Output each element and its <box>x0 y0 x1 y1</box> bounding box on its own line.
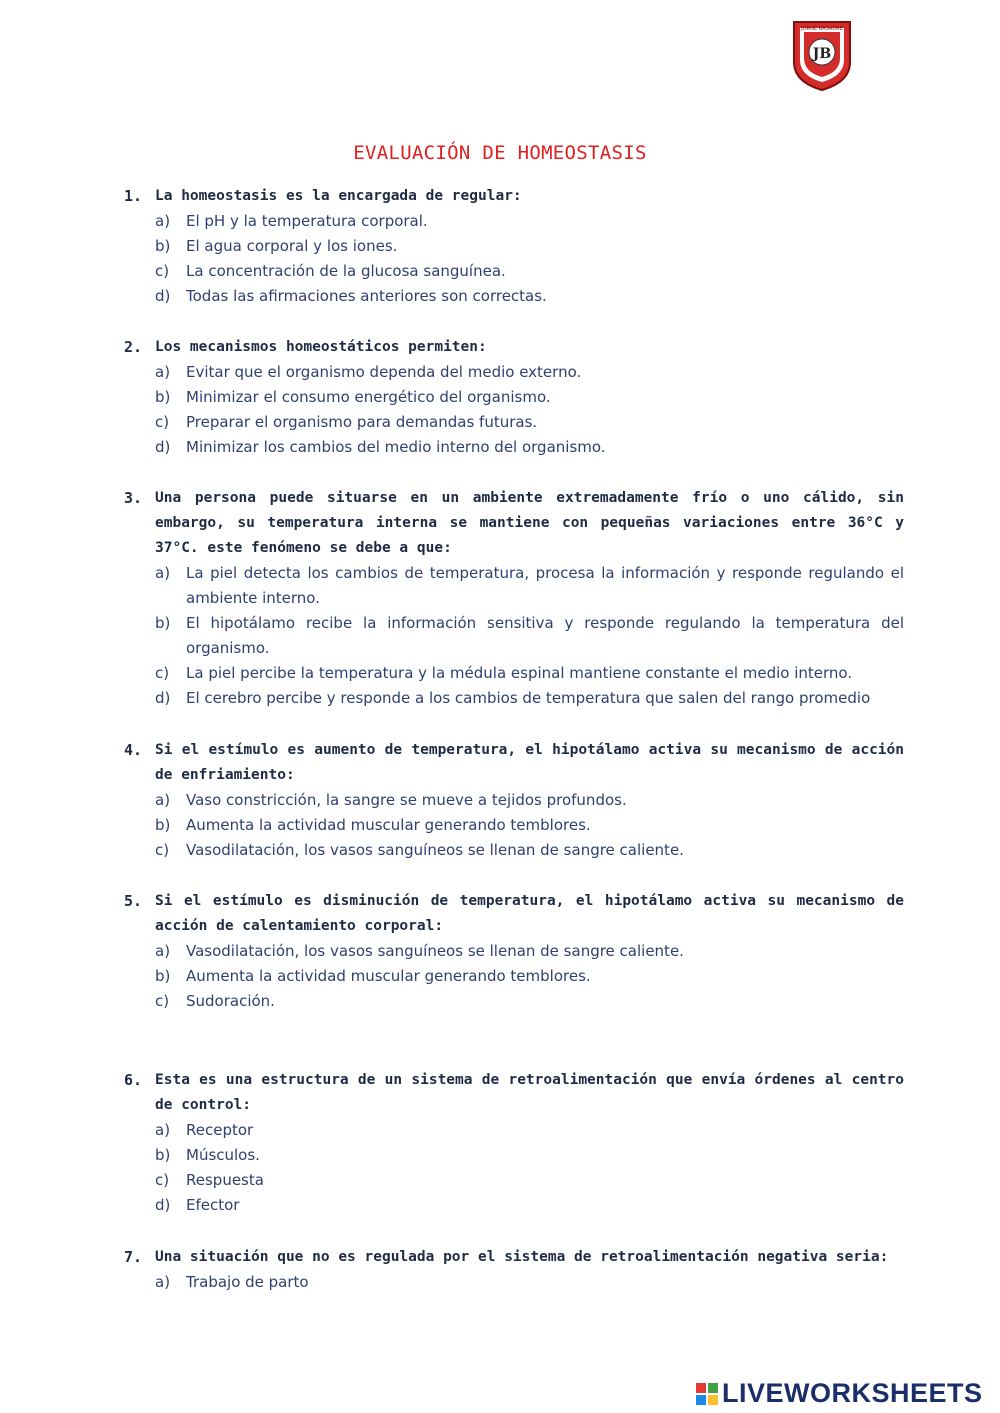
liveworksheets-icon <box>696 1383 718 1405</box>
answer-option[interactable] <box>155 435 904 460</box>
option-letter: c) <box>155 1171 170 1189</box>
answer-option[interactable] <box>155 788 904 813</box>
option-text: Todas las afirmaciones anteriores son correctas. <box>186 287 547 305</box>
question-number: 2. <box>124 338 143 356</box>
answer-option[interactable] <box>155 284 904 309</box>
logo-arc-text: JORGE BASADRE <box>801 26 843 32</box>
option-text: La piel detecta los cambios de temperatura, procesa la información y responde regulando el ambiente interno. <box>186 564 904 607</box>
question-2 <box>124 335 904 460</box>
option-text: Efector <box>186 1196 240 1214</box>
option-letter: c) <box>155 664 170 682</box>
option-letter: a) <box>155 1273 171 1291</box>
answer-option[interactable] <box>155 1270 904 1295</box>
question-header <box>124 1245 904 1270</box>
option-letter: a) <box>155 791 171 809</box>
question-number: 4. <box>124 741 143 759</box>
option-text: El pH y la temperatura corporal. <box>186 212 428 230</box>
option-text: Vasodilatación, los vasos sanguíneos se llenan de sangre caliente. <box>186 942 684 960</box>
question-text: Si el estímulo es disminución de temperatura, el hipotálamo activa su mecanismo de acción de calentamiento corporal: <box>155 893 904 934</box>
question-header <box>124 184 904 209</box>
question-text: Esta es una estructura de un sistema de retroalimentación que envía órdenes al centro de control: <box>155 1072 904 1113</box>
answer-option[interactable] <box>155 561 904 611</box>
question-header <box>124 486 904 561</box>
option-text: Respuesta <box>186 1171 264 1189</box>
answer-option[interactable] <box>155 813 904 838</box>
option-text: Vasodilatación, los vasos sanguíneos se llenan de sangre caliente. <box>186 841 684 859</box>
option-text: El hipotálamo recibe la información sensitiva y responde regulando la temperatura del organismo. <box>186 614 904 657</box>
option-text: Sudoración. <box>186 992 275 1010</box>
question-text: La homeostasis es la encargada de regular: <box>155 188 522 204</box>
school-crest-logo <box>790 18 854 92</box>
answer-option[interactable] <box>155 989 904 1014</box>
question-text: Una persona puede situarse en un ambiente extremadamente frío o uno cálido, sin embargo, su temperatura interna se mantiene con pequeñas variaciones entre 36°C y 37°C. este fenómeno se debe a que: <box>155 490 904 556</box>
option-text: Trabajo de parto <box>186 1273 309 1291</box>
answer-option[interactable] <box>155 1143 904 1168</box>
question-4 <box>124 738 904 863</box>
option-letter: a) <box>155 564 171 582</box>
option-letter: a) <box>155 942 171 960</box>
option-letter: a) <box>155 1121 171 1139</box>
option-letter: b) <box>155 388 171 406</box>
option-text: Vaso constricción, la sangre se mueve a tejidos profundos. <box>186 791 627 809</box>
question-3 <box>124 486 904 711</box>
option-letter: d) <box>155 689 171 707</box>
question-number: 1. <box>124 187 143 205</box>
option-text: El cerebro percibe y responde a los cambios de temperatura que salen del rango promedio <box>186 689 871 707</box>
option-text: Minimizar los cambios del medio interno del organismo. <box>186 438 606 456</box>
answer-option[interactable] <box>155 1193 904 1218</box>
option-letter: b) <box>155 614 171 632</box>
option-letter: a) <box>155 363 171 381</box>
answer-option[interactable] <box>155 611 904 661</box>
option-letter: c) <box>155 992 170 1010</box>
option-text: Preparar el organismo para demandas futuras. <box>186 413 538 431</box>
question-header <box>124 889 904 939</box>
option-text: La piel percibe la temperatura y la médula espinal mantiene constante el medio interno. <box>186 664 853 682</box>
answer-option[interactable] <box>155 259 904 284</box>
option-letter: b) <box>155 237 171 255</box>
answer-option[interactable] <box>155 1168 904 1193</box>
option-letter: c) <box>155 413 170 431</box>
answer-option[interactable] <box>155 661 904 686</box>
option-letter: c) <box>155 262 170 280</box>
option-text: Minimizar el consumo energético del organismo. <box>186 388 551 406</box>
question-7 <box>124 1245 904 1295</box>
option-letter: d) <box>155 438 171 456</box>
question-text: Si el estímulo es aumento de temperatura, el hipotálamo activa su mecanismo de acción de enfriamiento: <box>155 742 904 783</box>
answer-option[interactable] <box>155 939 904 964</box>
answer-option[interactable] <box>155 838 904 863</box>
question-number: 3. <box>124 489 143 507</box>
answer-option[interactable] <box>155 209 904 234</box>
question-number: 5. <box>124 892 143 910</box>
answer-option[interactable] <box>155 1118 904 1143</box>
question-1 <box>124 184 904 309</box>
page-title: EVALUACIÓN DE HOMEOSTASIS <box>353 142 647 164</box>
liveworksheets-brand: LIVEWORKSHEETS <box>722 1378 983 1408</box>
option-letter: b) <box>155 967 171 985</box>
option-text: Aumenta la actividad muscular generando temblores. <box>186 967 591 985</box>
option-letter: b) <box>155 816 171 834</box>
question-number: 7. <box>124 1248 143 1266</box>
answer-option[interactable] <box>155 410 904 435</box>
option-text: Músculos. <box>186 1146 260 1164</box>
question-number: 6. <box>124 1071 143 1089</box>
answer-option[interactable] <box>155 234 904 259</box>
option-letter: b) <box>155 1146 171 1164</box>
logo-monogram: JB <box>812 46 832 62</box>
option-text: Aumenta la actividad muscular generando temblores. <box>186 816 591 834</box>
question-text: Los mecanismos homeostáticos permiten: <box>155 339 487 355</box>
option-text: Receptor <box>186 1121 254 1139</box>
option-letter: d) <box>155 287 171 305</box>
option-text: El agua corporal y los iones. <box>186 237 398 255</box>
option-text: La concentración de la glucosa sanguínea. <box>186 262 506 280</box>
question-header <box>124 738 904 788</box>
answer-option[interactable] <box>155 360 904 385</box>
question-5 <box>124 889 904 1014</box>
answer-option[interactable] <box>155 964 904 989</box>
question-6 <box>124 1068 904 1218</box>
answer-option[interactable] <box>155 385 904 410</box>
answer-option[interactable] <box>155 686 904 711</box>
question-text: Una situación que no es regulada por el sistema de retroalimentación negativa seria: <box>155 1249 889 1265</box>
question-header <box>124 335 904 360</box>
option-letter: a) <box>155 212 171 230</box>
option-text: Evitar que el organismo dependa del medio externo. <box>186 363 582 381</box>
liveworksheets-footer[interactable] <box>696 1378 983 1409</box>
question-header <box>124 1068 904 1118</box>
option-letter: c) <box>155 841 170 859</box>
option-letter: d) <box>155 1196 171 1214</box>
